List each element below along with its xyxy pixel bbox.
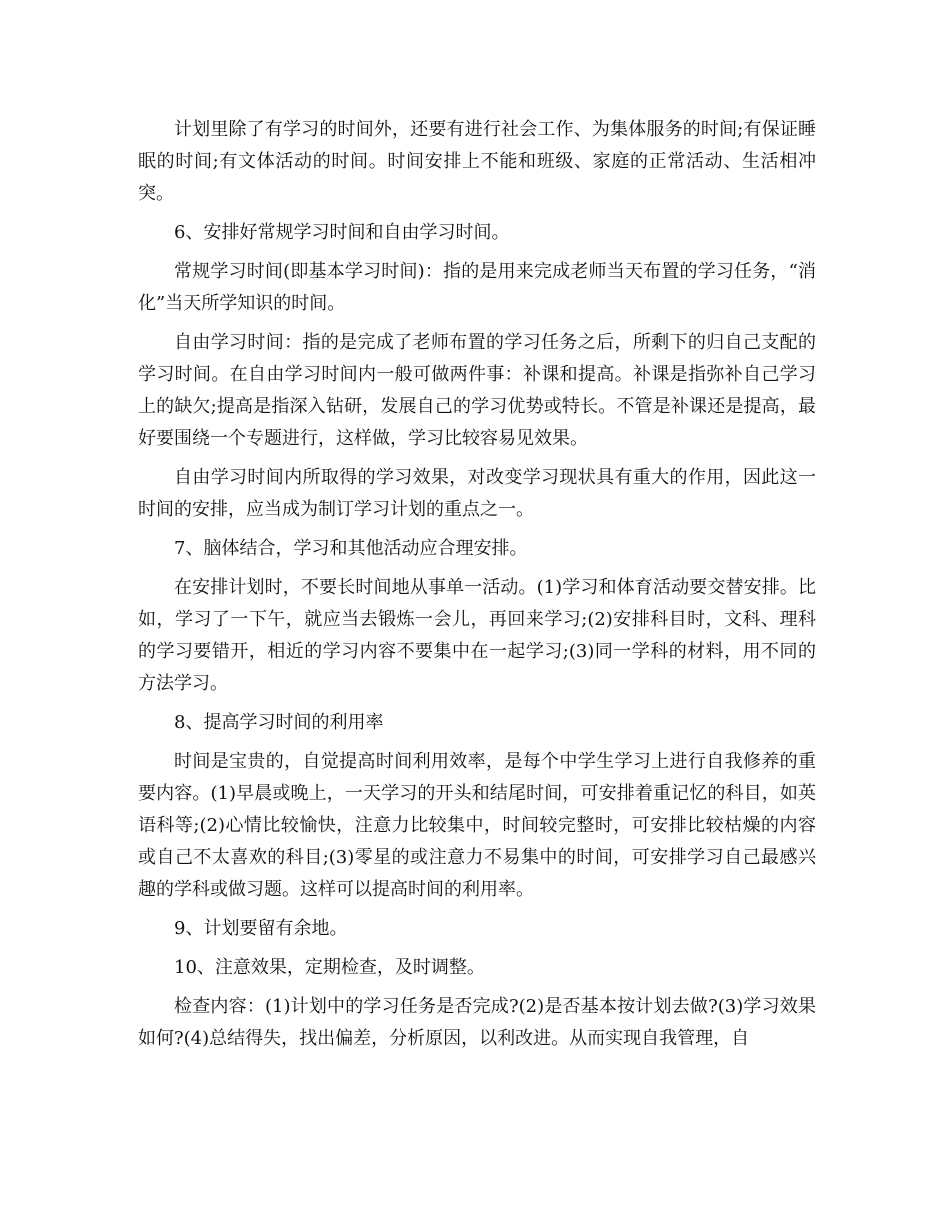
document-page bbox=[138, 114, 816, 1062]
paragraph-regular-study-time: 常规学习时间(即基本学习时间)：指的是用来完成老师当天布置的学习任务，“消化”当天所学知识的时间。 bbox=[138, 261, 816, 314]
paragraph-time-allocation: 计划里除了有学习的时间外，还要有进行社会工作、为集体服务的时间;有保证睡眠的时间;有文体活动的时间。时间安排上不能和班级、家庭的正常活动、生活相冲突。 bbox=[138, 119, 816, 204]
paragraph-check-content: 检查内容：(1)计划中的学习任务是否完成?(2)是否基本按计划去做?(3)学习效果如何?(4)总结得失，找出偏差，分析原因，以利改进。从而实现自我管理，自 bbox=[138, 996, 816, 1049]
paragraph-time-utilization: 时间是宝贵的，自觉提高时间利用效率，是每个中学生学习上进行自我修养的重要内容。(1)早晨或晚上，一天学习的开头和结尾时间，可安排着重记忆的科目，如英语科等;(2)心情比较愉快，注意力比较集中，时间较完整时，可安排比较枯燥的内容或自己不太喜欢的科目;(3)零星的或注意力不易集中的时间，可安排学习自己最感兴趣的学科或做习题。这样可以提高时间的利用率。 bbox=[138, 751, 816, 900]
heading-item-8: 8、提高学习时间的利用率 bbox=[174, 712, 384, 733]
heading-item-9: 9、计划要留有余地。 bbox=[174, 918, 348, 939]
heading-item-7: 7、脑体结合，学习和其他活动应合理安排。 bbox=[174, 538, 528, 559]
heading-item-6: 6、安排好常规学习时间和自由学习时间。 bbox=[174, 222, 510, 243]
heading-item-10: 10、注意效果，定期检查，及时调整。 bbox=[174, 957, 485, 978]
paragraph-free-study-effect: 自由学习时间内所取得的学习效果，对改变学习现状具有重大的作用，因此这一时间的安排，应当成为制订学习计划的重点之一。 bbox=[138, 467, 816, 520]
paragraph-activity-alternation: 在安排计划时，不要长时间地从事单一活动。(1)学习和体育活动要交替安排。比如，学习了一下午，就应当去锻炼一会儿，再回来学习;(2)安排科目时，文科、理科的学习要错开，相近的学习内容不要集中在一起学习;(3)同一学科的材料，用不同的方法学习。 bbox=[138, 577, 816, 694]
paragraph-free-study-time: 自由学习时间：指的是完成了老师布置的学习任务之后，所剩下的归自己支配的学习时间。在自由学习时间内一般可做两件事：补课和提高。补课是指弥补自己学习上的缺欠;提高是指深入钻研，发展自己的学习优势或特长。不管是补课还是提高，最好要围绕一个专题进行，这样做，学习比较容易见效果。 bbox=[138, 332, 816, 449]
